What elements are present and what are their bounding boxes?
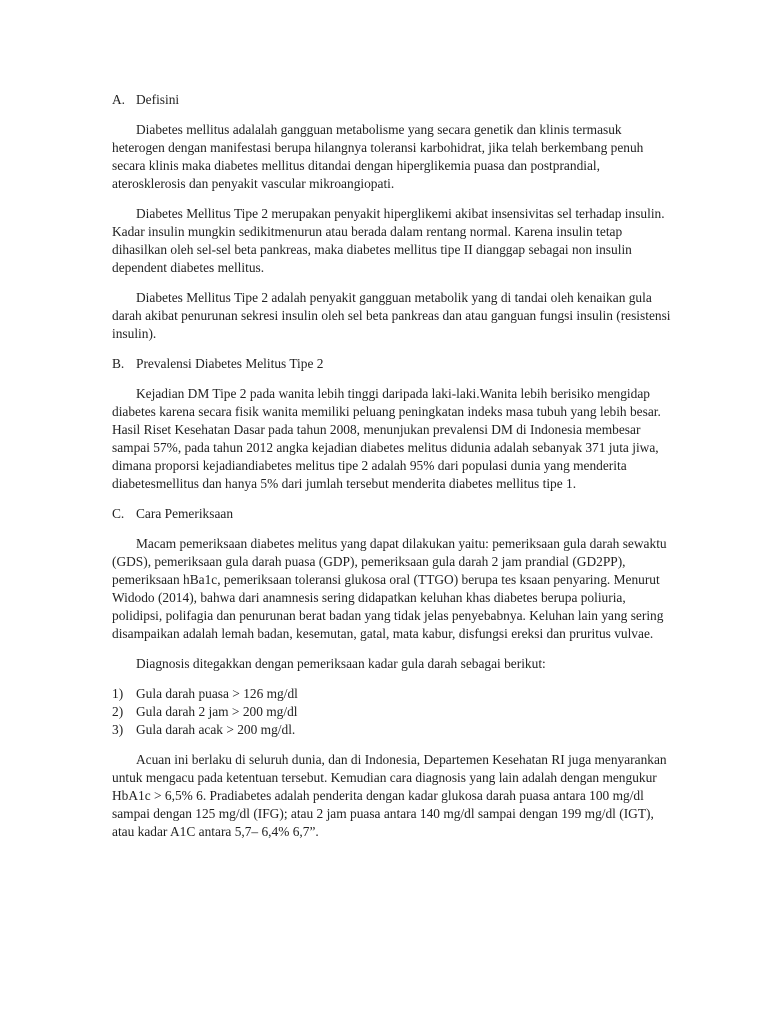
paragraph: Diabetes Mellitus Tipe 2 adalah penyakit gangguan metabolik yang di tandai oleh kenaikan gula darah akibat penurunan sekresi insulin oleh sel beta pankreas dan atau ganguan fungsi insulin (resistensi insulin). bbox=[112, 290, 671, 341]
list-item bbox=[112, 685, 671, 703]
paragraph: Diabetes Mellitus Tipe 2 merupakan penyakit hiperglikemi akibat insensivitas sel terhadap insulin. Kadar insulin mungkin sedikitmenurun atau berada dalam rentang normal. Karena insulin tetap dihasilkan oleh sel-sel beta pankreas, maka diabetes mellitus tipe II dianggap sebagai non insulin dependent diabetes mellitus. bbox=[112, 206, 665, 275]
list-text: Gula darah acak > 200 mg/dl. bbox=[136, 722, 296, 737]
section-letter: C. bbox=[112, 506, 125, 521]
section-heading-a bbox=[112, 91, 671, 109]
section-heading-c bbox=[112, 505, 671, 523]
list-item bbox=[112, 721, 671, 739]
paragraph: Acuan ini berlaku di seluruh dunia, dan di Indonesia, Departemen Kesehatan RI juga menyarankan untuk mengacu pada ketentuan tersebut. Kemudian cara diagnosis yang lain adalah dengan mengukur HbA1c > 6,5% 6. Pradiabetes adalah penderita dengan kadar glukosa darah puasa antara 100 mg/dl sampai dengan 125 mg/dl (IFG); atau 2 jam puasa antara 140 mg/dl sampai dengan 199 mg/dl (IGT), atau kadar A1C antara 5,7– 6,4% 6,7”. bbox=[112, 752, 667, 839]
section-title: Prevalensi Diabetes Melitus Tipe 2 bbox=[136, 356, 324, 371]
section-title: Defisini bbox=[136, 92, 180, 107]
list-number: 3) bbox=[112, 722, 124, 737]
paragraph: Macam pemeriksaan diabetes melitus yang dapat dilakukan yaitu: pemeriksaan gula darah sewaktu (GDS), pemeriksaan gula darah puasa (GDP), pemeriksaan gula darah 2 jam prandial (GD2PP), pemeriksaan hBa1c, pemeriksaan toleransi glukosa oral (TTGO) berupa tes ksaan penyaring. Menurut Widodo (2014), bahwa dari anamnesis sering didapatkan keluhan khas diabetes berupa poliuria, polidipsi, polifagia dan penurunan berat badan yang tidak jelas penyebabnya. Keluhan lain yang sering disampaikan adalah lemah badan, kesemutan, gatal, mata kabur, disfungsi ereksi dan pruritus vulvae. bbox=[112, 536, 667, 641]
list-text: Gula darah 2 jam > 200 mg/dl bbox=[136, 704, 298, 719]
paragraph: Kejadian DM Tipe 2 pada wanita lebih tinggi daripada laki-laki.Wanita lebih berisiko mengidap diabetes karena secara fisik wanita memiliki peluang peningkatan indeks masa tubuh yang lebih besar. Hasil Riset Kesehatan Dasar pada tahun 2008, menunjukan prevalensi DM di Indonesia membesar sampai 57%, pada tahun 2012 angka kejadian diabetes melitus didunia adalah sebanyak 371 juta jiwa, dimana proporsi kejadiandiabetes melitus tipe 2 adalah 95% dari populasi dunia yang menderita diabetesmellitus dan hanya 5% dari jumlah tersebut menderita diabetes mellitus tipe 1. bbox=[112, 386, 661, 491]
section-letter: B. bbox=[112, 356, 125, 371]
section-title: Cara Pemeriksaan bbox=[136, 506, 234, 521]
section-heading-b bbox=[112, 355, 671, 373]
paragraph: Diabetes mellitus adalalah gangguan metabolisme yang secara genetik dan klinis termasuk heterogen dengan manifestasi berupa hilangnya toleransi karbohidrat, jika telah berkembang penuh secara klinis maka diabetes mellitus ditandai dengan hiperglikemia puasa dan postprandial, aterosklerosis dan penyakit vascular mikroangiopati. bbox=[112, 122, 644, 191]
list-number: 1) bbox=[112, 686, 124, 701]
list-number: 2) bbox=[112, 704, 124, 719]
paragraph: Diagnosis ditegakkan dengan pemeriksaan kadar gula darah sebagai berikut: bbox=[136, 656, 546, 671]
list-item bbox=[112, 703, 671, 721]
list-text: Gula darah puasa > 126 mg/dl bbox=[136, 686, 298, 701]
criteria-list bbox=[112, 685, 671, 739]
section-letter: A. bbox=[112, 92, 126, 107]
